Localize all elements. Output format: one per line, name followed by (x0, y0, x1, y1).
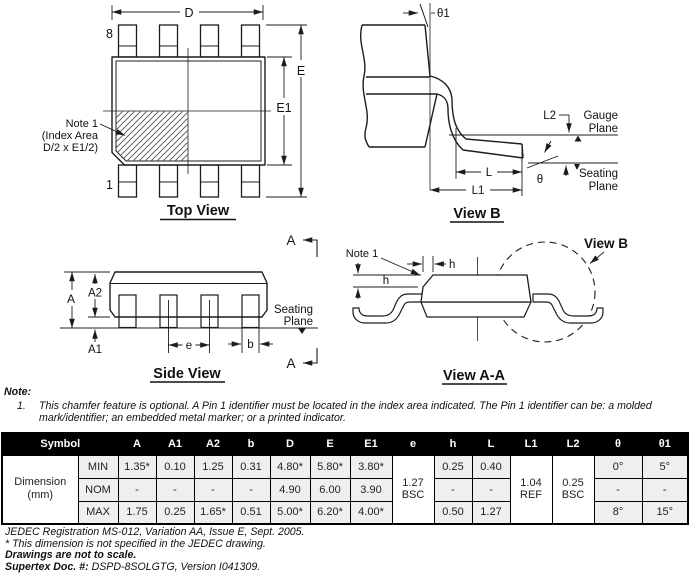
section-a-top-label: A (286, 233, 296, 248)
theta1-dim (403, 3, 435, 190)
dim-label-e: E (296, 64, 306, 78)
cell-l1-ref-unit: REF (520, 489, 543, 502)
cell-nom-d: 4.90 (270, 478, 310, 501)
gauge-plane-label-2: Plane (588, 123, 618, 135)
cell-max-e-cap: 6.20* (310, 501, 350, 524)
side-leads (119, 295, 259, 328)
a2-label: A2 (87, 287, 103, 300)
l2-dim (559, 115, 569, 133)
section-marker-top (286, 233, 317, 257)
theta-label: θ (536, 174, 544, 186)
row-label-min: MIN (78, 455, 118, 478)
h-width-label: h (449, 259, 456, 271)
cell-nom-e1: 3.90 (350, 478, 392, 501)
cell-e-bsc-value: 1.27 (402, 477, 424, 490)
cell-nom-a2: - (194, 478, 232, 501)
note-block (4, 386, 688, 425)
cell-max-l: 1.27 (472, 501, 510, 524)
cell-max-a: 1.75 (118, 501, 156, 524)
a1-label: A1 (87, 344, 103, 356)
row-header-dimension (2, 455, 78, 524)
footer-block (5, 527, 685, 574)
row-label-max: MAX (78, 501, 118, 524)
top-view-diagram (0, 0, 335, 225)
footer-jedec: JEDEC Registration MS-012, Variation AA, Issue E, Sept. 2005. (5, 526, 305, 538)
note-item-text: This chamfer feature is optional. A Pin 1 identifier must be located in the index area indicated. The Pin 1 identifier can be: a molded mark/identifier; an embedded metal marker; or a printed indicator. (39, 399, 652, 425)
body-top (421, 275, 531, 302)
cell-max-b: 0.51 (232, 501, 270, 524)
l2-opposing-arrow (575, 136, 582, 142)
col-header-d: D (270, 433, 310, 455)
note1-line1: Note 1 (65, 118, 98, 130)
view-b-title: View B (453, 206, 501, 222)
row-label-nom: NOM (78, 478, 118, 501)
note-heading: Note: (4, 386, 32, 398)
l2-label: L2 (543, 110, 556, 122)
e-label: e (185, 340, 193, 352)
dimension-table-wrap (1, 432, 689, 525)
cell-l1-ref-value: 1.04 (520, 477, 542, 490)
cell-nom-theta: - (594, 478, 642, 501)
lead-body-outline (361, 25, 523, 158)
cell-e-bsc-unit: BSC (401, 489, 425, 502)
cell-min-a: 1.35* (118, 455, 156, 478)
seating-plane-label-2: Plane (588, 181, 618, 193)
table-header-row (2, 433, 688, 455)
col-header-l2: L2 (552, 433, 594, 455)
col-header-a: A (118, 433, 156, 455)
cell-l2-bsc (552, 455, 594, 524)
seating-datum-triangle (298, 328, 306, 334)
table-row-min (2, 455, 688, 478)
note-item (4, 400, 688, 425)
col-header-symbol: Symbol (2, 433, 118, 455)
view-b-callout: View B (583, 236, 629, 251)
l-label: L (485, 167, 493, 179)
cell-max-a2: 1.65* (194, 501, 232, 524)
cell-min-e1: 3.80* (350, 455, 392, 478)
view-aa-diagram (335, 225, 690, 387)
row-header-line2: (mm) (27, 489, 54, 502)
h-height-label: h (382, 275, 390, 287)
cell-max-e1: 4.00* (350, 501, 392, 524)
footer-doc-value: DSPD-8SOLGTG, Version I041309. (91, 561, 261, 574)
view-b-diagram (335, 0, 690, 225)
pin-label-8: 8 (106, 27, 113, 41)
col-header-a2: A2 (194, 433, 232, 455)
footer-scale: Drawings are not to scale. (5, 549, 137, 562)
col-header-e: e (392, 433, 434, 455)
col-header-theta: θ (594, 433, 642, 455)
cell-min-l: 0.40 (472, 455, 510, 478)
side-view-diagram (0, 225, 335, 387)
cell-l2-bsc-value: 0.25 (562, 477, 584, 490)
cell-max-theta1: 15° (642, 501, 688, 524)
col-header-b: b (232, 433, 270, 455)
section-marker-bottom (286, 348, 317, 371)
a-label: A (66, 292, 76, 306)
index-area-hatch (116, 111, 188, 161)
cell-nom-b: - (232, 478, 270, 501)
dim-label-e1: E1 (276, 101, 292, 115)
h-width-dim (407, 256, 446, 272)
theta-dim (527, 141, 566, 176)
cell-min-theta1: 5° (642, 455, 688, 478)
seating-plane-label-1: Seating (578, 168, 618, 180)
seating-plane-label-2: Plane (283, 316, 313, 328)
b-label: b (247, 339, 254, 351)
row-header-line1: Dimension (14, 476, 67, 489)
bottom-pins (119, 165, 260, 197)
cell-nom-e-cap: 6.00 (310, 478, 350, 501)
col-header-a1: A1 (156, 433, 194, 455)
note-item-number: 1. (17, 399, 26, 412)
col-header-l1: L1 (510, 433, 552, 455)
gauge-plane-label-1: Gauge (583, 110, 618, 122)
lead-left (353, 294, 423, 323)
view-aa-title: View A-A (442, 368, 506, 384)
cell-l1-ref (510, 455, 552, 524)
col-header-theta1: θ1 (642, 433, 688, 455)
cell-l2-bsc-unit: BSC (561, 489, 585, 502)
cell-max-h: 0.50 (434, 501, 472, 524)
l1-label: L1 (471, 185, 485, 197)
note1-leader (381, 258, 420, 275)
dimension-table (1, 432, 689, 525)
cell-min-b: 0.31 (232, 455, 270, 478)
footer-doc (5, 562, 685, 574)
cell-nom-a1: - (156, 478, 194, 501)
cell-nom-l: - (472, 478, 510, 501)
top-view-title: Top View (166, 203, 230, 219)
seating-plane-label-1: Seating (273, 304, 313, 316)
dim-label-d: D (184, 6, 194, 20)
cell-max-d: 5.00* (270, 501, 310, 524)
cell-min-e-cap: 5.80* (310, 455, 350, 478)
cell-e-bsc (392, 455, 434, 524)
side-view-title: Side View (153, 366, 221, 382)
footer-doc-label: Supertex Doc. #: (5, 561, 89, 574)
cell-max-theta: 8° (594, 501, 642, 524)
cell-nom-theta1: - (642, 478, 688, 501)
note1-line3: D/2 x E1/2) (42, 142, 98, 154)
note1-line2: (Index Area (41, 130, 98, 142)
col-header-e1: E1 (350, 433, 392, 455)
body-bottom (421, 302, 531, 317)
view-b-callout-arrow (590, 252, 604, 264)
theta1-label: θ1 (437, 8, 450, 20)
cell-min-h: 0.25 (434, 455, 472, 478)
cell-nom-a: - (118, 478, 156, 501)
cell-max-a1: 0.25 (156, 501, 194, 524)
cell-nom-h: - (434, 478, 472, 501)
cell-min-theta: 0° (594, 455, 642, 478)
top-pins (119, 25, 260, 57)
note1-callout: Note 1 (345, 248, 379, 260)
col-header-h: h (434, 433, 472, 455)
footer-asterisk: * This dimension is not specified in the JEDEC drawing. (5, 537, 266, 550)
section-a-bottom-label: A (286, 356, 296, 371)
col-header-l: L (472, 433, 510, 455)
col-header-e-cap: E (310, 433, 350, 455)
cell-min-a2: 1.25 (194, 455, 232, 478)
pin-label-1: 1 (106, 178, 113, 192)
cell-min-d: 4.80* (270, 455, 310, 478)
cell-min-a1: 0.10 (156, 455, 194, 478)
